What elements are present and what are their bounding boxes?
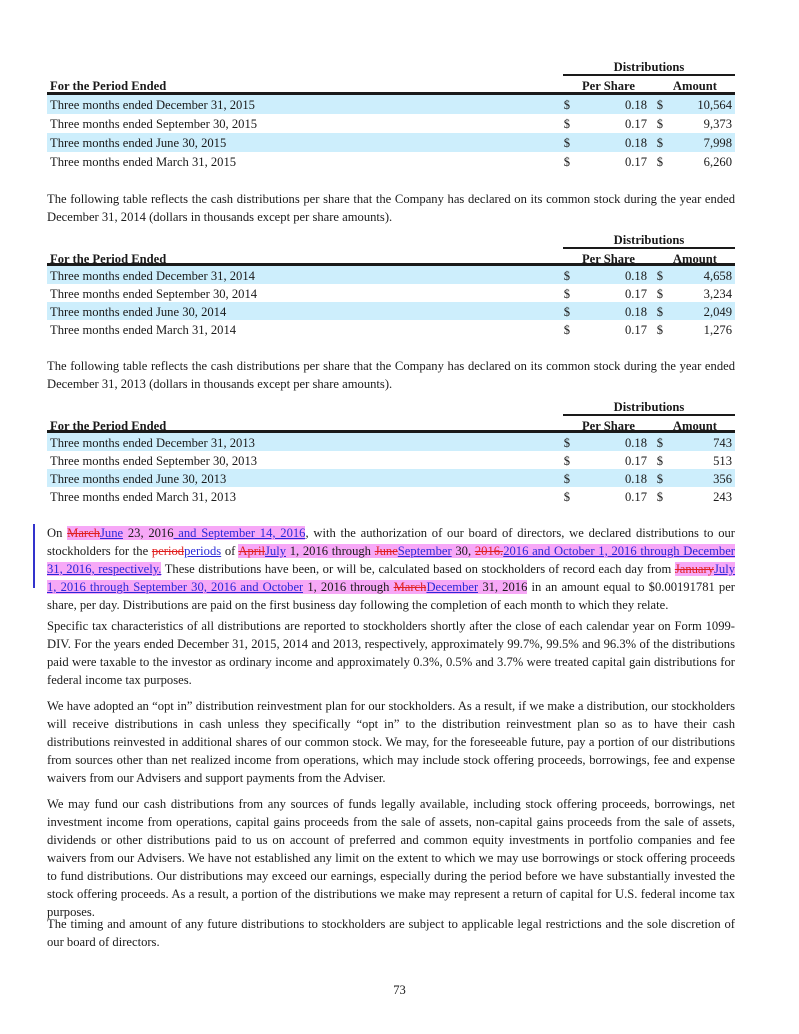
currency-symbol: $ <box>563 269 570 283</box>
deleted-text: April <box>238 544 265 558</box>
inserted-text: June <box>100 526 124 540</box>
distributions-table-2015 <box>47 58 735 171</box>
period-cell: Three months ended March 31, 2015 <box>50 155 237 169</box>
inserted-text: periods <box>184 544 222 558</box>
per-share-cell: 0.17 <box>624 117 647 131</box>
tax-characteristics-paragraph: Specific tax characteristics of all distributions are reported to stockholders shortly after the close of each calendar year on Form 1099-DIV. For the years ended December 31, 2015, 2014 and 2013, respectively, approximately 99.7%, 99.5% and 96.3% of the distributions paid were taxable to the investor as ordinary income and approximately 0.3%, 0.5% and 3.7% were treated capital gain distributions for federal income tax purposes. <box>47 619 735 687</box>
period-cell: Three months ended September 30, 2014 <box>50 287 258 301</box>
seg: On <box>47 526 68 540</box>
inserted-text: July 1, 2016 through September 30, 2016 and October <box>47 562 736 594</box>
amount-cell: 513 <box>713 454 732 468</box>
per-share-cell: 0.17 <box>624 287 647 301</box>
amount-cell: 7,998 <box>703 136 732 150</box>
table-row <box>47 95 735 114</box>
currency-symbol: $ <box>563 287 570 301</box>
table-group-header-row <box>47 231 735 249</box>
table-column-header-row <box>47 76 735 95</box>
currency-symbol: $ <box>656 472 663 486</box>
deleted-text: 2016. <box>474 544 504 558</box>
per-share-cell: 0.18 <box>624 269 647 283</box>
table-column-header-row <box>47 416 735 433</box>
table-row <box>47 152 735 171</box>
deleted-text: January <box>674 562 715 576</box>
table-group-header-row <box>47 398 735 416</box>
highlighted-text: 31, 2016 <box>478 580 528 594</box>
period-cell: Three months ended December 31, 2015 <box>50 98 255 112</box>
per-share-cell: 0.18 <box>624 98 647 112</box>
amount-cell: 6,260 <box>703 155 732 169</box>
amount-cell: 9,373 <box>703 117 732 131</box>
amount-cell: 356 <box>713 472 732 486</box>
currency-symbol: $ <box>563 436 570 450</box>
currency-symbol: $ <box>563 454 570 468</box>
highlighted-text: 1, 2016 through <box>303 580 394 594</box>
distributions-group-header: Distributions <box>563 231 735 249</box>
highlighted-text: 23, 2016 <box>123 526 174 540</box>
amount-column-header: Amount <box>672 79 717 93</box>
table-row <box>47 266 735 284</box>
amount-cell: 2,049 <box>703 305 732 319</box>
funding-sources-paragraph: We may fund our cash distributions from any sources of funds legally available, including stock offering proceeds, borrowings, net investment income from operations, capital gains proceeds from the sale of assets, non-capital gains proceeds from the sale of assets, dividends or other distributions paid to us on account of preferred and common equity investments in portfolio companies and fee waivers from our Advisers. We have not established any limit on the extent to which we may use borrowings or stock offering proceeds to fund distributions. Our distributions may exceed our earnings, especially during the period before we have substantially invested the stock offering proceeds. As a result, a portion of the distributions we make may represent a return of capital for U.S. federal income tax purposes. <box>47 797 735 919</box>
currency-symbol: $ <box>656 323 663 337</box>
table-row <box>47 302 735 320</box>
inserted-text: and September 14, 2016 <box>173 526 306 540</box>
currency-symbol: $ <box>656 287 663 301</box>
per-share-cell: 0.17 <box>624 155 647 169</box>
deleted-text: March <box>393 580 427 594</box>
inserted-text: December <box>426 580 479 594</box>
amount-cell: 743 <box>713 436 732 450</box>
seg: , with the authorization of our board of directors, we declared distributions to our stockholders for the <box>47 526 736 558</box>
table-row <box>47 284 735 302</box>
period-cell: Three months ended December 31, 2014 <box>50 269 255 283</box>
per-share-column-header: Per Share <box>581 252 635 266</box>
currency-symbol: $ <box>563 472 570 486</box>
currency-symbol: $ <box>656 305 663 319</box>
amount-cell: 243 <box>713 490 732 504</box>
distributions-table-2014 <box>47 231 735 338</box>
distributions-table-2013 <box>47 398 735 505</box>
inserted-text: September <box>397 544 452 558</box>
per-share-cell: 0.18 <box>624 136 647 150</box>
deleted-text: March <box>67 526 101 540</box>
currency-symbol: $ <box>656 136 663 150</box>
per-share-cell: 0.17 <box>624 490 647 504</box>
table-row <box>47 469 735 487</box>
currency-symbol: $ <box>563 305 570 319</box>
amount-cell: 3,234 <box>703 287 732 301</box>
currency-symbol: $ <box>563 136 570 150</box>
period-cell: Three months ended March 31, 2013 <box>50 490 237 504</box>
per-share-cell: 0.18 <box>624 305 647 319</box>
period-column-header: For the Period Ended <box>50 419 167 433</box>
distributions-group-header: Distributions <box>563 398 735 416</box>
distributions-group-header: Distributions <box>563 58 735 76</box>
page-number: 73 <box>393 983 406 997</box>
inserted-text: 2016 and October 1, 2016 through December 31, 2016, respectively. <box>47 544 735 576</box>
timing-paragraph: The timing and amount of any future distributions to stockholders are subject to applicable legal restrictions and the sole discretion of our board of directors. <box>47 917 735 949</box>
change-bar <box>33 524 35 588</box>
table-intro-2013: The following table reflects the cash distributions per share that the Company has declared on its common stock during the year ended December 31, 2013 (dollars in thousands except per share amounts). <box>47 359 735 391</box>
tracked-changes-paragraph <box>47 524 735 614</box>
per-share-column-header: Per Share <box>581 419 635 433</box>
period-cell: Three months ended June 30, 2013 <box>50 472 227 486</box>
table-intro-2014: The following table reflects the cash distributions per share that the Company has declared on its common stock during the year ended December 31, 2014 (dollars in thousands except per share amounts). <box>47 192 735 224</box>
currency-symbol: $ <box>656 454 663 468</box>
amount-column-header: Amount <box>672 252 717 266</box>
period-cell: Three months ended December 31, 2013 <box>50 436 255 450</box>
period-cell: Three months ended June 30, 2015 <box>50 136 227 150</box>
currency-symbol: $ <box>563 323 570 337</box>
amount-cell: 4,658 <box>703 269 732 283</box>
table-row <box>47 433 735 451</box>
currency-symbol: $ <box>656 490 663 504</box>
table-row <box>47 451 735 469</box>
table-group-header-row <box>47 58 735 76</box>
period-cell: Three months ended March 31, 2014 <box>50 323 237 337</box>
per-share-cell: 0.18 <box>624 472 647 486</box>
seg: These distributions have been, or will be, calculated based on stockholders of record each day from <box>161 562 675 576</box>
table-column-header-row <box>47 249 735 266</box>
seg: in an amount equal to $0.00191781 per share, per day. Distributions are paid on the first business day following the completion of each month to which they relate. <box>47 580 735 612</box>
period-cell: Three months ended September 30, 2015 <box>50 117 258 131</box>
per-share-cell: 0.18 <box>624 436 647 450</box>
currency-symbol: $ <box>563 117 570 131</box>
highlighted-text: 30, <box>451 544 475 558</box>
inserted-text: July <box>265 544 286 558</box>
highlighted-text: 1, 2016 through <box>286 544 375 558</box>
table-row <box>47 133 735 152</box>
per-share-cell: 0.17 <box>624 454 647 468</box>
seg: of <box>221 544 239 558</box>
period-cell: Three months ended June 30, 2014 <box>50 305 227 319</box>
currency-symbol: $ <box>563 490 570 504</box>
table-row <box>47 487 735 505</box>
currency-symbol: $ <box>656 98 663 112</box>
currency-symbol: $ <box>656 436 663 450</box>
period-column-header: For the Period Ended <box>50 252 167 266</box>
reinvestment-plan-paragraph: We have adopted an “opt in” distribution reinvestment plan for our stockholders. As a result, if we make a distribution, our stockholders will receive distributions in cash unless they specifically “opt in” to the distribution reinvestment plan so as to have their cash distributions reinvested in additional shares of our common stock. We may, for the foreseeable future, pay a portion of our distributions from sources other than net realized income from operations, which may include stock offering proceeds, borrowings, fee and expense waivers from our Advisers and support payments from the Adviser. <box>47 699 735 785</box>
period-column-header: For the Period Ended <box>50 79 167 93</box>
currency-symbol: $ <box>563 98 570 112</box>
table-row <box>47 320 735 338</box>
currency-symbol: $ <box>563 155 570 169</box>
currency-symbol: $ <box>656 155 663 169</box>
amount-cell: 1,276 <box>703 323 732 337</box>
period-cell: Three months ended September 30, 2013 <box>50 454 258 468</box>
amount-cell: 10,564 <box>697 98 732 112</box>
currency-symbol: $ <box>656 269 663 283</box>
deleted-text: period <box>151 544 185 558</box>
per-share-cell: 0.17 <box>624 323 647 337</box>
currency-symbol: $ <box>656 117 663 131</box>
deleted-text: June <box>374 544 398 558</box>
per-share-column-header: Per Share <box>581 79 635 93</box>
table-row <box>47 114 735 133</box>
amount-column-header: Amount <box>672 419 717 433</box>
